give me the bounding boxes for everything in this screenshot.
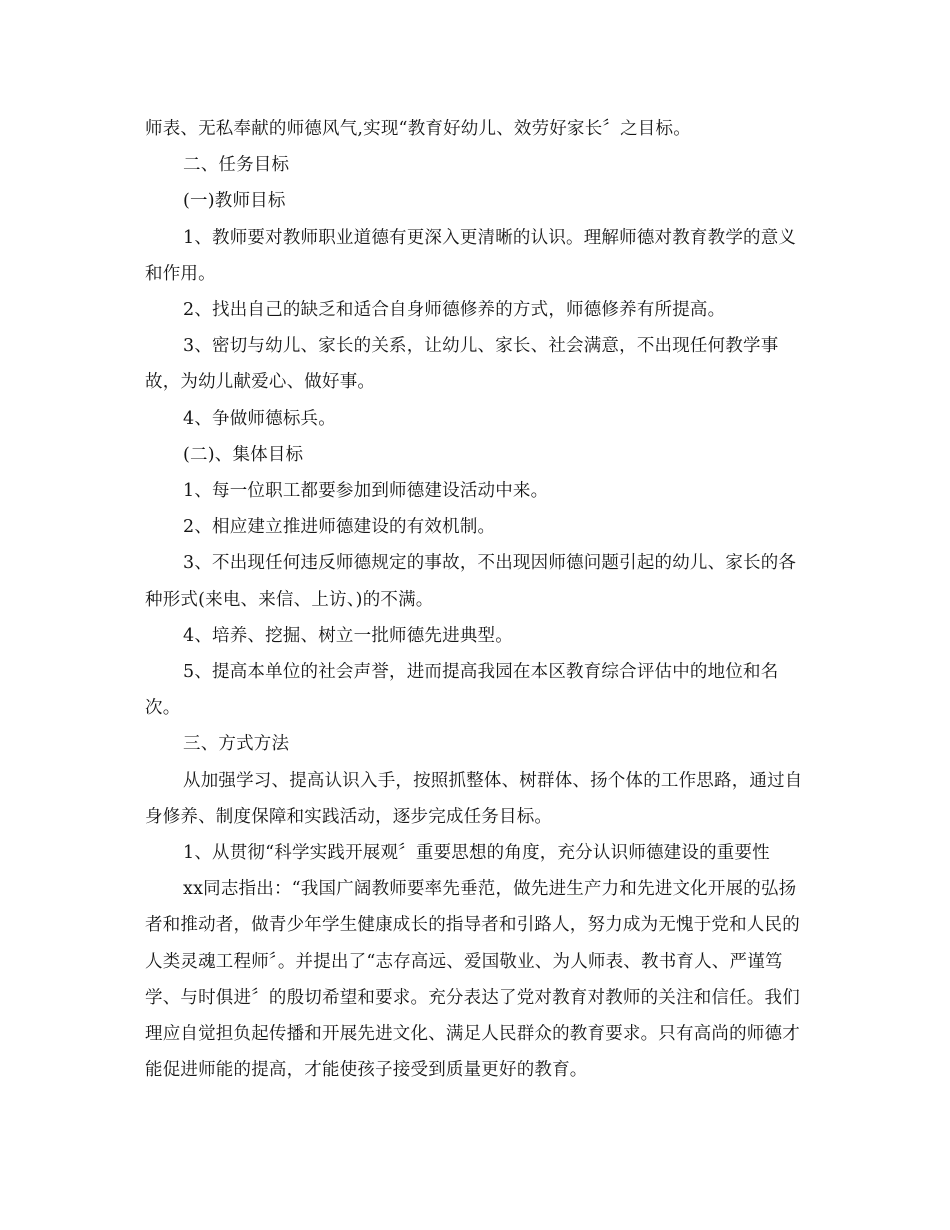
paragraph: 4、培养、挖掘、树立一批师德先进典型。 — [183, 625, 513, 646]
paragraph: 1、教师要对教师职业道德有更深入更清晰的认识。理解师德对教育教学的意义和作用。 — [145, 227, 797, 284]
paragraph: 3、不出现任何违反师德规定的事故，不出现因师德问题引起的幼儿、家长的各种形式(来电、来信、上访、)的不满。 — [145, 553, 797, 610]
paragraph: 师表、无私奉献的师德风气,实现“教育好幼儿、效劳好家长〞之目标。 — [145, 119, 691, 139]
subsection-heading: (二)、集体目标 — [183, 444, 304, 465]
paragraph: 从加强学习、提高认识入手，按照抓整体、树群体、扬个体的工作思路，通过自身修养、制度保障和实践活动，逐步完成任务目标。 — [145, 770, 803, 827]
subsection-heading: (一)教师目标 — [183, 191, 286, 212]
paragraph: 4、争做师德标兵。 — [183, 408, 336, 429]
section-heading: 三、方式方法 — [183, 734, 290, 755]
section-heading: 二、任务目标 — [183, 155, 290, 176]
paragraph: 5、提高本单位的社会声誉，进而提高我园在本区教育综合评估中的地位和名次。 — [145, 662, 779, 719]
paragraph: 2、相应建立推进师德建设的有效机制。 — [183, 517, 496, 538]
paragraph: 1、每一位职工都要参加到师德建设活动中来。 — [183, 481, 549, 502]
paragraph: xx同志指出：“我国广阔教师要率先垂范，做先进生产力和先进文化开展的弘扬者和推动者，做青少年学生健康成长的指导者和引路人，努力成为无愧于党和人民的人类灵魂工程师〞。并提出了“志存高远、爱国敬业、为人师表、教书育人、严谨笃学、与时俱进〞的殷切希望和要求。充分表达了党对教育对教师的关注和信任。我们理应自觉担负起传播和开展先进文化、满足人民群众的教育要求。只有高尚的师德才能促进师能的提高，才能使孩子接受到质量更好的教育。 — [145, 879, 800, 1081]
paragraph: 1、从贯彻“科学实践开展观〞重要思想的角度，充分认识师德建设的重要性 — [183, 843, 770, 864]
document-body — [145, 111, 810, 1088]
paragraph: 3、密切与幼儿、家长的关系，让幼儿、家长、社会满意，不出现任何教学事故，为幼儿献爱心、做好事。 — [145, 336, 779, 393]
paragraph: 2、找出自己的缺乏和适合自身师德修养的方式，师德修养有所提高。 — [183, 300, 726, 321]
